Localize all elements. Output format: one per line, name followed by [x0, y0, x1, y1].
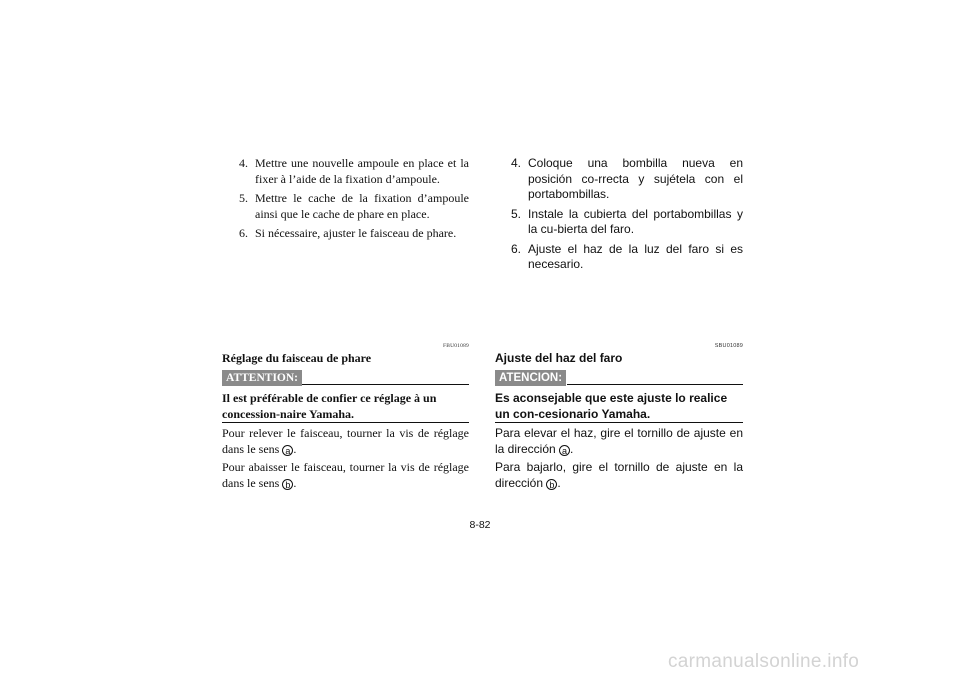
divider — [495, 422, 743, 423]
warning-text: Es aconsejable que este ajuste lo realice un con-cesionario Yamaha. — [495, 391, 728, 421]
page-number: 8-82 — [469, 519, 491, 531]
spanish-steps-list — [495, 156, 743, 277]
period: . — [293, 475, 297, 490]
list-item — [495, 207, 743, 238]
section-title: Ajuste del haz del faro — [495, 351, 623, 365]
step-text: Instale la cubierta del portabombillas y la cu-bierta del faro. — [528, 206, 743, 236]
lower-text: Pour abaisser le faisceau, tourner la vis de réglage dans le sens — [222, 460, 469, 490]
lower-instruction — [222, 460, 469, 491]
divider — [567, 384, 743, 385]
watermark: carmanualsonline.info — [668, 651, 860, 672]
warning-header — [222, 370, 469, 388]
marker-a-icon: a — [559, 445, 570, 456]
adjustment-instructions — [495, 426, 743, 494]
raise-text: Pour relever le faisceau, tourner la vis de réglage dans le sens — [222, 426, 469, 456]
step-number: 4. — [239, 156, 248, 170]
step-number: 5. — [510, 206, 521, 221]
warning-header — [495, 370, 743, 388]
list-item — [222, 226, 469, 242]
step-text: Mettre le cache de la fixation d’ampoule ainsi que le cache de phare en place. — [255, 191, 469, 221]
raise-instruction — [495, 426, 743, 457]
step-text: Ajuste el haz de la luz del faro si es necesario. — [528, 241, 743, 271]
warning-text: Il est préférable de confier ce réglage à un concession-naire Yamaha. — [222, 391, 437, 421]
step-text: Mettre une nouvelle ampoule en place et la fixer à l’aide de la fixation d’ampoule. — [255, 156, 469, 186]
step-number: 6. — [510, 241, 521, 256]
period: . — [557, 475, 561, 490]
period: . — [570, 441, 574, 456]
step-text: Si nécessaire, ajuster le faisceau de phare. — [255, 226, 457, 240]
step-text: Coloque una bombilla nueva en posición co-rrecta y sujétela con el portabombillas. — [528, 156, 743, 201]
list-item — [222, 191, 469, 222]
marker-b-icon: b — [282, 479, 293, 490]
raise-instruction — [222, 426, 469, 457]
list-item — [222, 156, 469, 187]
list-item — [495, 156, 743, 203]
warning-label: ATTENTION: — [222, 370, 302, 386]
period: . — [293, 441, 297, 456]
divider — [302, 384, 469, 385]
list-item — [495, 242, 743, 273]
lower-text: Para bajarlo, gire el tornillo de ajuste en la dirección — [495, 460, 743, 490]
adjustment-instructions — [222, 426, 469, 494]
section-code: SBU01089 — [714, 343, 743, 349]
step-number: 6. — [239, 226, 248, 240]
step-number: 5. — [239, 191, 248, 205]
marker-a-icon: a — [282, 445, 293, 456]
lower-instruction — [495, 460, 743, 491]
divider — [222, 422, 469, 423]
warning-label: ATENCION: — [495, 370, 566, 386]
section-title: Réglage du faisceau de phare — [222, 351, 372, 365]
french-steps-list — [222, 156, 469, 246]
step-number: 4. — [510, 156, 521, 170]
marker-b-icon: b — [546, 479, 557, 490]
raise-text: Para elevar el haz, gire el tornillo de ajuste en la dirección — [495, 426, 743, 456]
section-code: FBU01089 — [442, 343, 469, 349]
